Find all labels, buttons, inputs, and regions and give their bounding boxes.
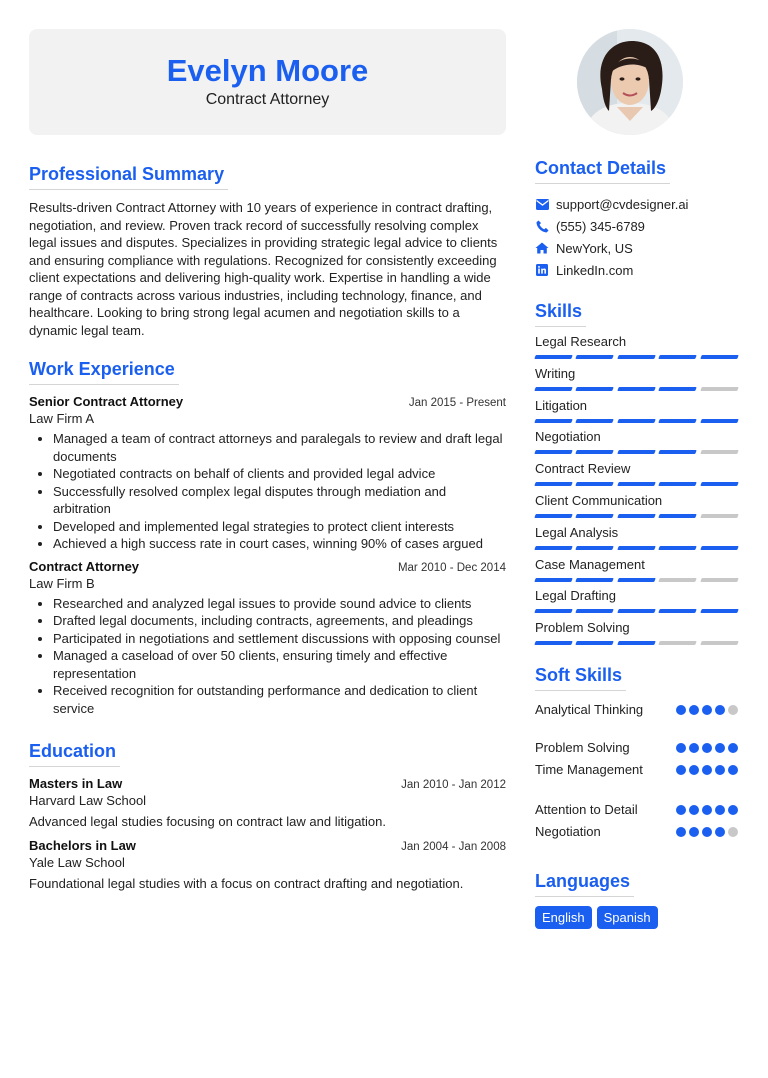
skill-level-segment (658, 419, 697, 423)
skill-level-segment (576, 546, 615, 550)
skill-level-segment (534, 514, 573, 518)
edu-date: Jan 2004 - Jan 2008 (401, 841, 506, 853)
soft-skill-dot (689, 705, 699, 715)
soft-skill-dot (702, 705, 712, 715)
skill-level-segment (617, 419, 656, 423)
soft-skill-dot (728, 805, 738, 815)
skill-level-segment (617, 546, 656, 550)
skill-row (535, 587, 738, 619)
linkedin-icon (535, 263, 549, 277)
envelope-icon (535, 197, 549, 211)
edu-school: Harvard Law School (29, 793, 147, 808)
edu-desc: Foundational legal studies with a focus on contract drafting and negotiation. (29, 876, 464, 891)
contact-phone[interactable] (535, 215, 738, 237)
skill-level-segment (700, 387, 739, 391)
soft-skill-dot (676, 705, 686, 715)
job-bullet: • Negotiated contracts on behalf of clients and provided legal advice (53, 465, 506, 483)
skill-level-segment (658, 514, 697, 518)
edu-date: Jan 2010 - Jan 2012 (401, 779, 506, 791)
soft-skill-row (535, 759, 738, 781)
skill-level-segment (534, 641, 573, 645)
skill-level-segment (617, 387, 656, 391)
skill-level-segment (617, 578, 656, 582)
job-bullet: • Drafted legal documents, including contracts, agreements, and pleadings (53, 612, 506, 630)
skill-row (535, 428, 738, 460)
skill-level-bar (535, 450, 738, 454)
job-bullet: • Managed a caseload of over 50 clients, ensuring timely and effective representation (53, 647, 506, 682)
job-company: Law Firm A (29, 411, 95, 426)
skill-level-segment (700, 419, 739, 423)
skill-level-bar (535, 641, 738, 645)
languages-list (535, 906, 738, 929)
skill-level-segment (534, 419, 573, 423)
contact-linkedin-text: LinkedIn.com (556, 262, 634, 278)
skill-level-bar (535, 609, 738, 613)
skill-row (535, 492, 738, 524)
skill-level-segment (576, 355, 615, 359)
skill-level-segment (576, 387, 615, 391)
skill-name: Case Management (535, 556, 645, 572)
skill-level-bar (535, 578, 738, 582)
skill-level-segment (576, 609, 615, 613)
soft-skill-dot (676, 827, 686, 837)
header-box (29, 29, 506, 135)
job-company: Law Firm B (29, 575, 95, 591)
skill-name: Contract Review (535, 461, 631, 477)
left-column (29, 162, 506, 900)
edu-desc: Advanced legal studies focusing on contract law and litigation. (29, 814, 386, 829)
contact-email[interactable] (535, 193, 738, 215)
soft-skill-dot (702, 743, 712, 753)
skill-level-segment (534, 546, 573, 550)
soft-skill-dot (715, 705, 725, 715)
skill-level-segment (576, 482, 615, 486)
skill-level-segment (700, 514, 739, 518)
skill-name: Negotiation (535, 429, 601, 445)
skill-level-segment (617, 609, 656, 613)
soft-skill-dot (728, 705, 738, 715)
skill-level-segment (617, 355, 656, 359)
skill-level-segment (576, 578, 615, 582)
contact-location (535, 237, 738, 259)
skill-level-segment (617, 450, 656, 454)
education-entry (29, 776, 506, 830)
soft-skill-dot (715, 765, 725, 775)
skills-heading: Skills (535, 299, 586, 327)
skill-level-segment (534, 387, 573, 391)
soft-skill-dot (715, 743, 725, 753)
candidate-title: Contract Attorney (205, 91, 330, 108)
skill-level-bar (535, 546, 738, 550)
soft-skill-dot (689, 743, 699, 753)
skill-level-segment (534, 355, 573, 359)
skill-level-segment (658, 641, 697, 645)
edu-degree: Bachelors in Law (29, 838, 136, 853)
job-bullet: • Achieved a high success rate in court cases, winning 90% of cases argued (53, 535, 506, 553)
skill-level-segment (534, 482, 573, 486)
skill-level-segment (658, 450, 697, 454)
contact-email-text: support@cvdesigner.ai (556, 196, 689, 212)
edu-degree: Masters in Law (29, 776, 123, 791)
soft-skills-heading: Soft Skills (535, 663, 626, 691)
soft-skill-dot (728, 743, 738, 753)
skill-level-bar (535, 419, 738, 423)
job-role: Contract Attorney (29, 558, 140, 574)
skill-row (535, 397, 738, 429)
soft-skill-dot (676, 765, 686, 775)
soft-skill-row (535, 737, 738, 759)
skill-name: Legal Drafting (535, 588, 616, 604)
job-bullet: • Received recognition for outstanding performance and dedication to client service (53, 682, 506, 717)
soft-skill-dot (728, 765, 738, 775)
soft-skill-dot (702, 805, 712, 815)
contact-linkedin[interactable] (535, 259, 738, 281)
job-bullets (29, 430, 506, 553)
soft-skill-dot (689, 765, 699, 775)
language-badge: Spanish (597, 906, 658, 929)
phone-icon (535, 219, 549, 233)
contact-location-text: NewYork, US (556, 240, 633, 256)
edu-school: Yale Law School (29, 855, 125, 870)
job-date: Jan 2015 - Present (408, 397, 506, 409)
skill-row (535, 460, 738, 492)
profile-photo-icon (577, 29, 683, 135)
skill-level-segment (700, 546, 739, 550)
skill-level-segment (700, 609, 739, 613)
skill-level-bar (535, 514, 738, 518)
skill-level-segment (576, 641, 615, 645)
skill-level-segment (700, 355, 739, 359)
contact-heading: Contact Details (535, 156, 670, 184)
skill-level-segment (576, 514, 615, 518)
summary-text: Results-driven Contract Attorney with 10 years of experience in contract drafting, negotiation, and review. Proven track record of successfully resolving complex legal issues and disputes. Specializes in providing strategic legal advice to clients and ensuring compliance with regulations. Recognized for consistently exceeding client expectations and delivering high-quality work. Expertise in handling a wide range of contracts across various industries, including technology, finance, and healthcare. Looking to bring strong legal acumen and negotiation skills to a dynamic legal team. (29, 200, 498, 338)
skill-row (535, 524, 738, 556)
soft-skill-dots (676, 805, 738, 815)
soft-skill-dots (676, 827, 738, 837)
skill-level-segment (700, 641, 739, 645)
soft-skill-dots (676, 765, 738, 775)
skill-level-segment (700, 482, 739, 486)
skill-level-segment (658, 482, 697, 486)
skill-level-segment (534, 578, 573, 582)
skill-name: Client Communication (535, 492, 663, 508)
soft-skill-dot (689, 805, 699, 815)
skill-level-bar (535, 355, 738, 359)
soft-skill-name: Negotiation (535, 824, 601, 840)
soft-skill-dot (702, 765, 712, 775)
skill-row (535, 333, 738, 365)
education-heading: Education (29, 739, 120, 767)
skill-level-segment (658, 609, 697, 613)
right-column (535, 156, 738, 929)
education-entry (29, 838, 506, 892)
skill-name: Writing (535, 365, 576, 381)
job-bullet: • Researched and analyzed legal issues to provide sound advice to clients (53, 595, 506, 613)
job-bullet: • Managed a team of contract attorneys and paralegals to review and draft legal documents (53, 430, 506, 465)
experience-heading: Work Experience (29, 357, 179, 385)
soft-skill-dots (676, 743, 738, 753)
skill-level-segment (658, 578, 697, 582)
skill-level-segment (534, 609, 573, 613)
skills-list (535, 333, 738, 651)
summary-heading: Professional Summary (29, 162, 228, 190)
soft-skill-dot (715, 827, 725, 837)
job-bullet: • Successfully resolved complex legal disputes through mediation and arbitration (53, 483, 506, 518)
job-bullet: • Participated in negotiations and settlement discussions with opposing counsel (53, 630, 506, 648)
avatar (577, 29, 683, 135)
skill-level-bar (535, 387, 738, 391)
skill-name: Legal Analysis (535, 524, 619, 540)
skill-level-segment (617, 514, 656, 518)
soft-skill-dot (702, 827, 712, 837)
contact-phone-text: (555) 345-6789 (556, 218, 645, 234)
skill-name: Problem Solving (535, 620, 630, 636)
skill-level-segment (534, 450, 573, 454)
skill-level-bar (535, 482, 738, 486)
language-badge: English (535, 906, 592, 929)
soft-skill-row (535, 697, 738, 723)
job-bullet: • Developed and implemented legal strategies to protect client interests (53, 518, 506, 536)
job-date: Mar 2010 - Dec 2014 (397, 561, 506, 574)
job-entry (29, 394, 506, 553)
soft-skill-row (535, 799, 738, 821)
soft-skill-dot (676, 743, 686, 753)
soft-skill-dot (728, 827, 738, 837)
skill-row (535, 365, 738, 397)
languages-heading: Languages (535, 869, 634, 897)
soft-skill-dot (676, 805, 686, 815)
soft-skill-dot (715, 805, 725, 815)
skill-level-segment (617, 641, 656, 645)
soft-skill-dots (676, 705, 738, 715)
skill-level-segment (658, 355, 697, 359)
skill-name: Litigation (535, 397, 588, 413)
soft-skill-name: Time Management (535, 762, 643, 778)
skill-level-segment (576, 450, 615, 454)
skill-level-segment (576, 419, 615, 423)
soft-skill-row (535, 821, 738, 843)
skill-row (535, 619, 738, 651)
skill-level-segment (658, 546, 697, 550)
soft-skill-name: Problem Solving (535, 740, 630, 756)
home-icon (535, 241, 549, 255)
skill-name: Legal Research (535, 334, 627, 349)
job-entry (29, 559, 506, 718)
soft-skill-name: Attention to Detail (535, 802, 638, 818)
skill-level-segment (700, 578, 739, 582)
soft-skill-dot (689, 827, 699, 837)
skill-level-segment (658, 387, 697, 391)
skill-row (535, 556, 738, 588)
skill-level-segment (617, 482, 656, 486)
skill-level-segment (700, 450, 739, 454)
soft-skill-name: Analytical Thinking (535, 702, 644, 718)
job-role: Senior Contract Attorney (29, 394, 184, 409)
job-bullets (29, 595, 506, 718)
candidate-name: Evelyn Moore (166, 53, 369, 88)
